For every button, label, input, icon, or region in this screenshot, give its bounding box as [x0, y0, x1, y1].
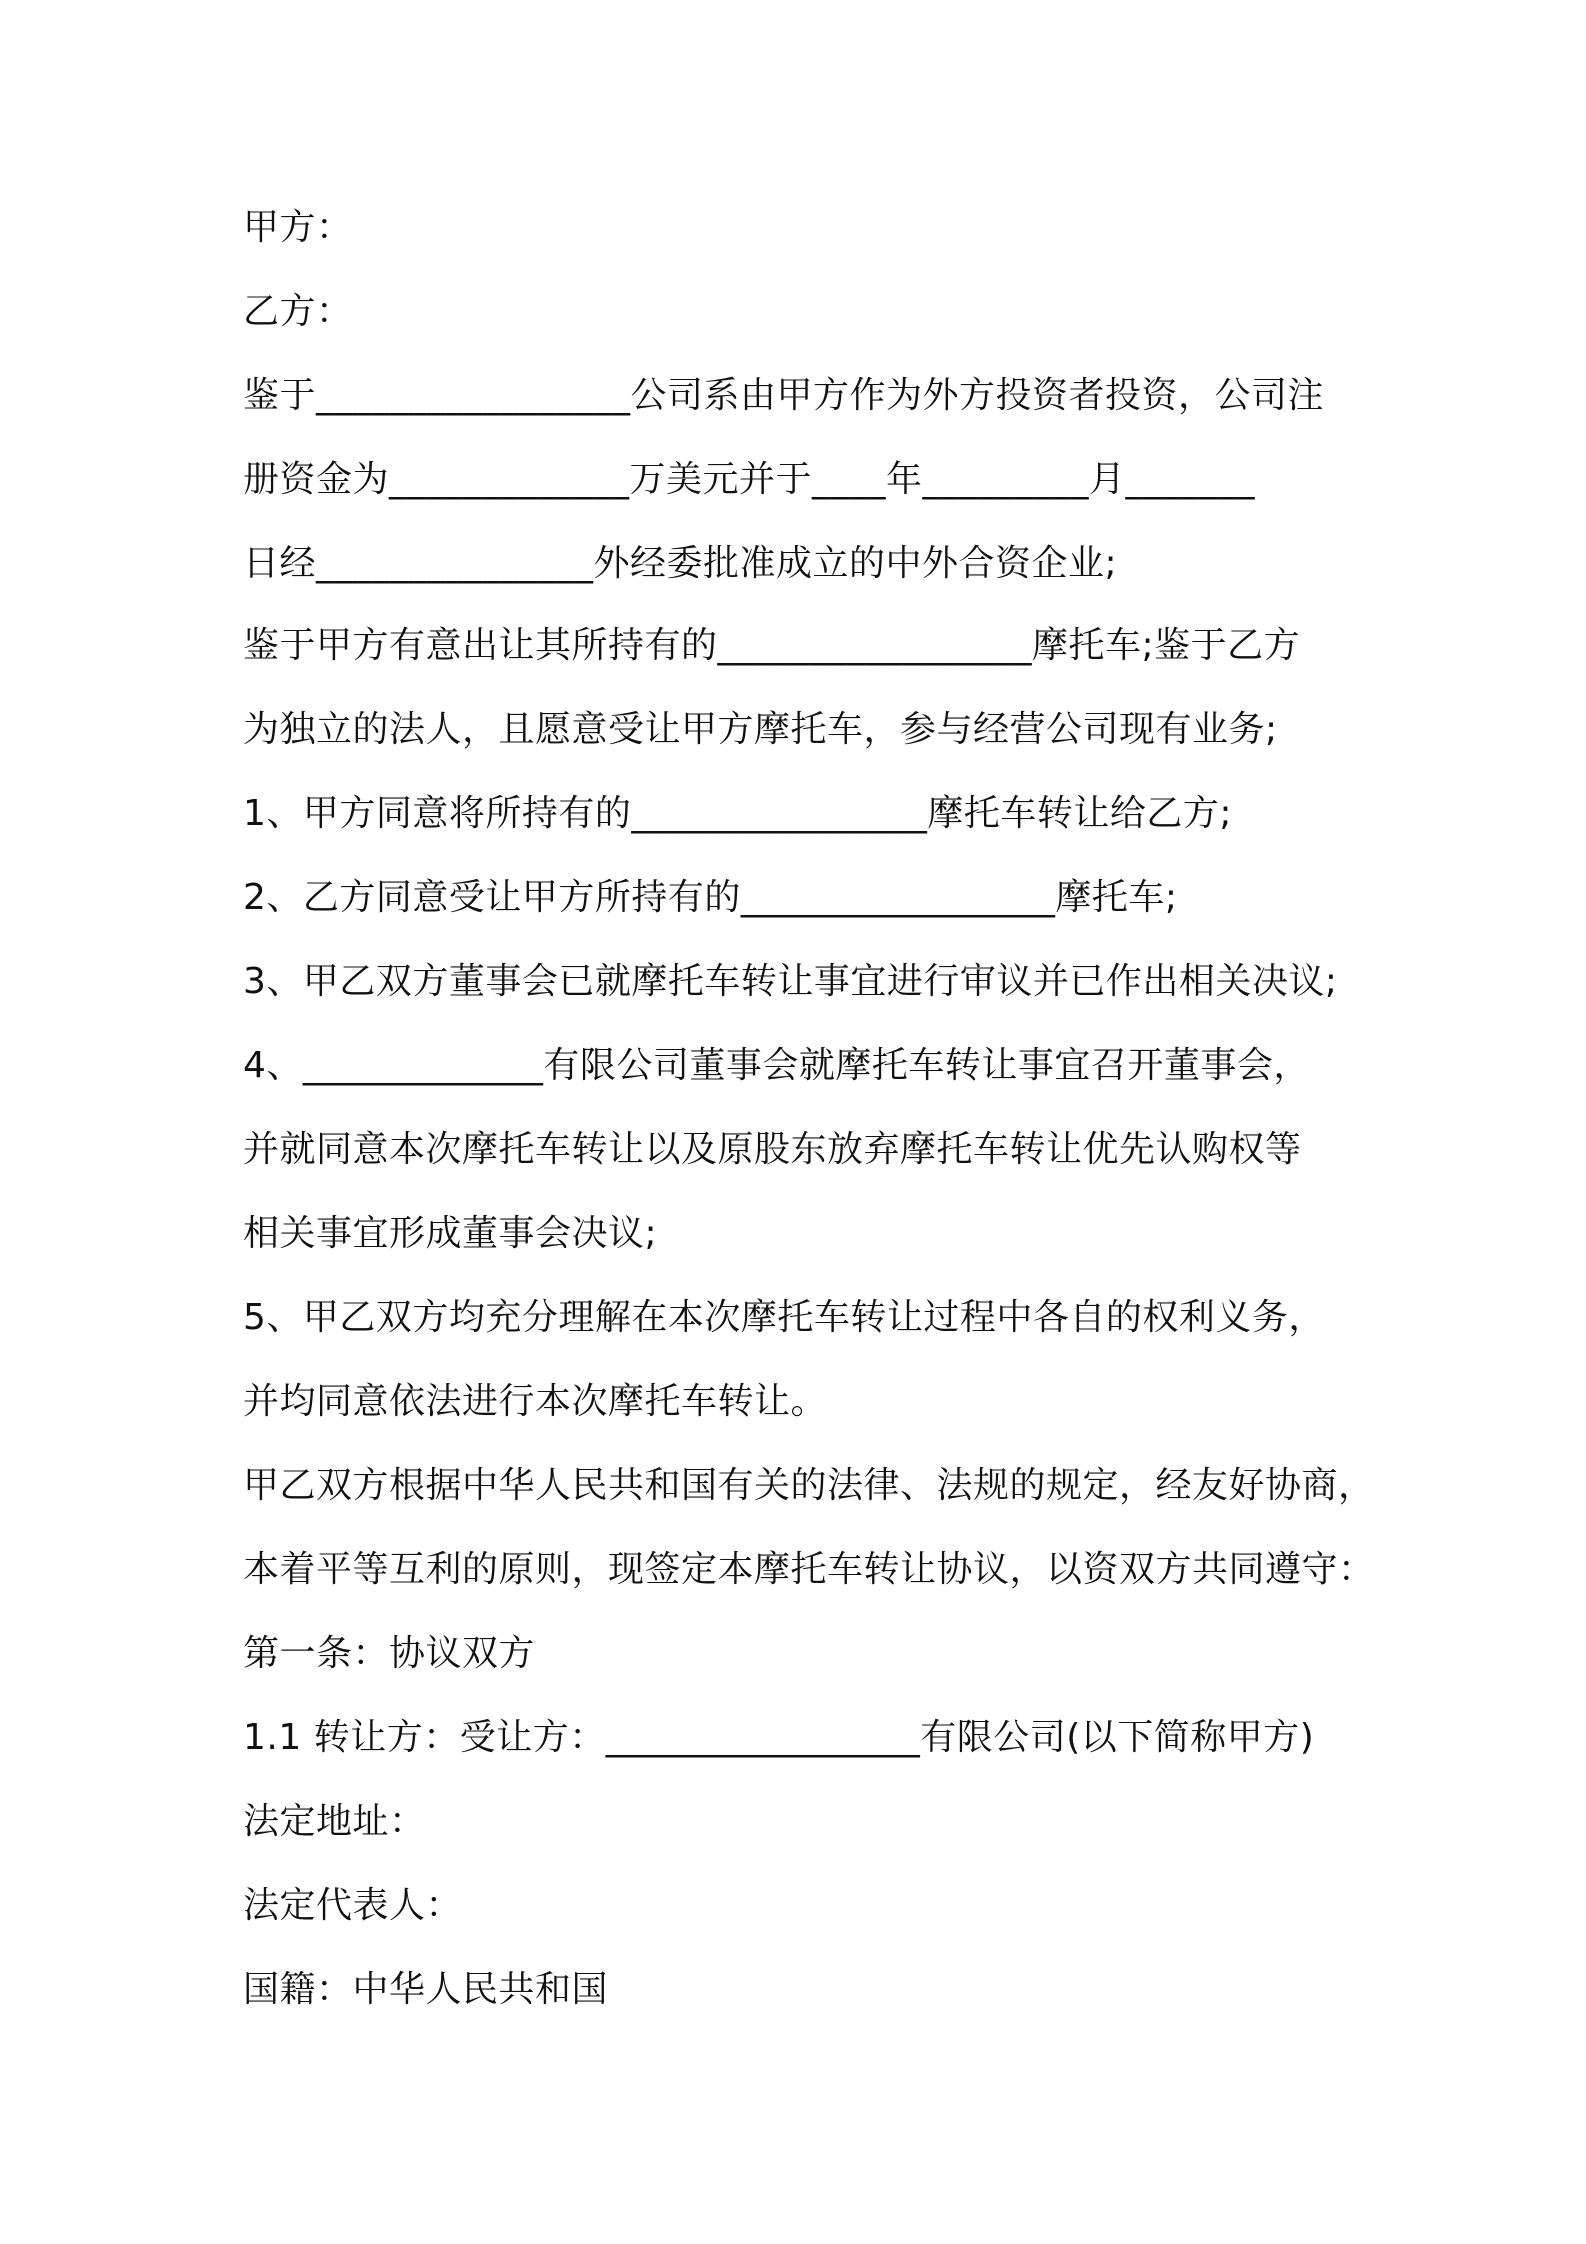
nationality-line: 国籍：中华人民共和国 — [243, 1969, 609, 2010]
clause-2: 2、乙方同意受让甲方所持有的_________________摩托车; — [243, 877, 1178, 918]
clause-4-line-3: 相关事宜形成董事会决议; — [243, 1213, 658, 1254]
article-1-heading: 第一条：协议双方 — [243, 1633, 536, 1674]
legal-address-label: 法定地址： — [243, 1801, 426, 1842]
party-b-label: 乙方： — [243, 291, 353, 332]
clause-1: 1、甲方同意将所持有的________________摩托车转让给乙方; — [243, 793, 1233, 834]
clause-4-line-2: 并就同意本次摩托车转让以及原股东放弃摩托车转让优先认购权等 — [243, 1129, 1302, 1170]
preamble-line-2: 本着平等互利的原则，现签定本摩托车转让协议，以资双方共同遵守： — [243, 1549, 1375, 1590]
recital-line-1: 鉴于_________________公司系由甲方作为外方投资者投资，公司注 — [243, 375, 1325, 416]
clause-3: 3、甲乙双方董事会已就摩托车转让事宜进行审议并已作出相关决议; — [243, 961, 1338, 1002]
preamble-line-1: 甲乙双方根据中华人民共和国有关的法律、法规的规定，经友好协商， — [243, 1465, 1375, 1506]
legal-representative-label: 法定代表人： — [243, 1885, 463, 1926]
recital-line-3: 日经_______________外经委批准成立的中外合资企业; — [243, 543, 1118, 584]
transferor-line: 1.1 转让方：受让方：_________________有限公司(以下简称甲方) — [243, 1717, 1315, 1758]
recital-line-2: 册资金为_____________万美元并于____年_________月_______ — [243, 459, 1256, 500]
clause-5-line-1: 5、甲乙双方均充分理解在本次摩托车转让过程中各自的权利义务， — [243, 1297, 1325, 1338]
clause-5-line-2: 并均同意依法进行本次摩托车转让。 — [243, 1381, 828, 1422]
party-a-label: 甲方： — [243, 207, 353, 248]
recital-line-5: 为独立的法人，且愿意受让甲方摩托车，参与经营公司现有业务; — [243, 709, 1278, 750]
clause-4-line-1: 4、_____________有限公司董事会就摩托车转让事宜召开董事会， — [243, 1045, 1310, 1086]
recital-line-4: 鉴于甲方有意出让其所持有的_________________摩托车;鉴于乙方 — [243, 625, 1301, 666]
